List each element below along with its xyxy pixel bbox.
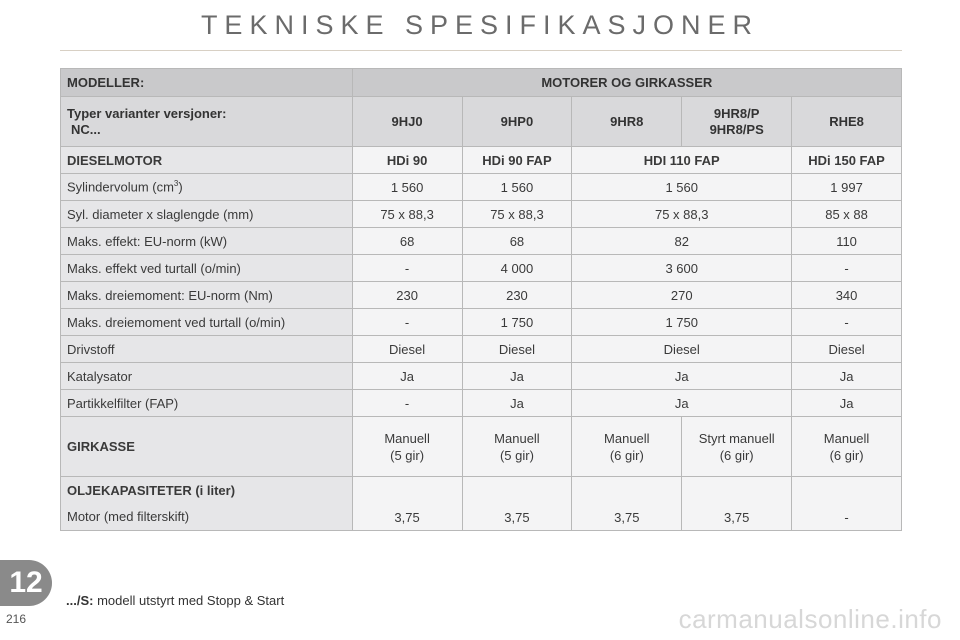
footnote-text: modell utstyrt med Stopp & Start: [97, 593, 285, 608]
row-value: 75 x 88,3: [352, 201, 462, 228]
row-value: 68: [462, 228, 572, 255]
row-value: -: [352, 255, 462, 282]
models-header: MODELLER:: [61, 69, 353, 97]
table-row: [61, 228, 902, 255]
oil-row-label: Motor (med filterskift): [61, 504, 353, 531]
row-value: Ja: [462, 363, 572, 390]
row-value: 4 000: [462, 255, 572, 282]
row-value: 1 560: [352, 174, 462, 201]
engine-name: HDI 110 FAP: [572, 147, 792, 174]
row-value: 270: [572, 282, 792, 309]
row-label: Maks. dreiemoment ved turtall (o/min): [61, 309, 353, 336]
oil-label: OLJEKAPASITETER (i liter): [61, 477, 353, 504]
specifications-table: [60, 68, 902, 531]
oil-value: 3,75: [572, 477, 682, 531]
table-header-row: [61, 69, 902, 97]
row-value: 230: [352, 282, 462, 309]
table-row: [61, 255, 902, 282]
watermark: carmanualsonline.info: [678, 604, 942, 634]
variants-label-line2: NC...: [71, 121, 101, 137]
row-label: Maks. effekt ved turtall (o/min): [61, 255, 353, 282]
row-value: 230: [462, 282, 572, 309]
variants-label: [61, 97, 353, 147]
row-value: Ja: [792, 390, 902, 417]
table-row: [61, 201, 902, 228]
variants-label-line1: Typer varianter versjoner:: [67, 105, 227, 121]
variant-line: 9HR8/P: [713, 105, 760, 121]
row-value: Ja: [352, 363, 462, 390]
oil-value: 3,75: [682, 477, 792, 531]
oil-header-row: [61, 477, 902, 504]
footnote-key: .../S:: [66, 593, 94, 608]
gearbox-row: [61, 417, 902, 477]
row-label: Sylindervolum $(cm^3)$: [61, 174, 353, 201]
row-label: Syl. diameter x slaglengde (mm): [61, 201, 353, 228]
gearbox-cell: Manuell (5 gir): [352, 417, 462, 477]
row-value: 1 560: [572, 174, 792, 201]
footnote: [66, 593, 284, 608]
row-value: Ja: [572, 363, 792, 390]
row-value: 82: [572, 228, 792, 255]
row-value: -: [352, 390, 462, 417]
variants-row: [61, 97, 902, 147]
row-value: -: [352, 309, 462, 336]
row-label: Maks. effekt: EU-norm (kW): [61, 228, 353, 255]
row-value: 75 x 88,3: [572, 201, 792, 228]
variant-line: 9HR8/PS: [709, 121, 764, 137]
row-value: 110: [792, 228, 902, 255]
row-label: Partikkelfilter (FAP): [61, 390, 353, 417]
row-value: 1 750: [572, 309, 792, 336]
row-value: Diesel: [792, 336, 902, 363]
gearbox-cell: Manuell (6 gir): [792, 417, 902, 477]
page-number: 216: [6, 612, 27, 626]
row-value: 1 560: [462, 174, 572, 201]
row-value: Diesel: [572, 336, 792, 363]
engine-name: HDi 90: [352, 147, 462, 174]
variant-cell: [682, 97, 792, 147]
diesel-label: DIESELMOTOR: [61, 147, 353, 174]
title-divider: [60, 50, 902, 51]
row-value: Diesel: [352, 336, 462, 363]
chapter-tab: 12: [0, 560, 52, 606]
engine-name: HDi 90 FAP: [462, 147, 572, 174]
oil-value: -: [792, 477, 902, 531]
row-value: 340: [792, 282, 902, 309]
row-value: 1 750: [462, 309, 572, 336]
variant-cell: 9HJ0: [352, 97, 462, 147]
row-value: -: [792, 309, 902, 336]
oil-value: 3,75: [462, 477, 572, 531]
table-row: [61, 336, 902, 363]
gearbox-cell: Manuell (5 gir): [462, 417, 572, 477]
row-value: 68: [352, 228, 462, 255]
row-value: 85 x 88: [792, 201, 902, 228]
table-row: [61, 174, 902, 201]
oil-value: 3,75: [352, 477, 462, 531]
variant-cell: 9HR8: [572, 97, 682, 147]
gearbox-cell: Styrt manuell (6 gir): [682, 417, 792, 477]
row-value: 3 600: [572, 255, 792, 282]
engines-header: MOTORER OG GIRKASSER: [352, 69, 901, 97]
table-row: [61, 282, 902, 309]
row-value: Diesel: [462, 336, 572, 363]
diesel-engine-row: [61, 147, 902, 174]
table-row: [61, 390, 902, 417]
page-title: TEKNISKE SPESIFIKASJONER: [200, 10, 760, 40]
row-label: Maks. dreiemoment: EU-norm (Nm): [61, 282, 353, 309]
variant-cell: 9HP0: [462, 97, 572, 147]
engine-name: HDi 150 FAP: [792, 147, 902, 174]
row-label: Katalysator: [61, 363, 353, 390]
table-row: [61, 363, 902, 390]
row-value: Ja: [462, 390, 572, 417]
row-value: 1 997: [792, 174, 902, 201]
row-value: Ja: [792, 363, 902, 390]
gearbox-cell: Manuell (6 gir): [572, 417, 682, 477]
variant-cell: RHE8: [792, 97, 902, 147]
row-value: Ja: [572, 390, 792, 417]
gearbox-label: GIRKASSE: [61, 417, 353, 477]
row-label: Drivstoff: [61, 336, 353, 363]
table-row: [61, 309, 902, 336]
row-value: -: [792, 255, 902, 282]
row-value: 75 x 88,3: [462, 201, 572, 228]
